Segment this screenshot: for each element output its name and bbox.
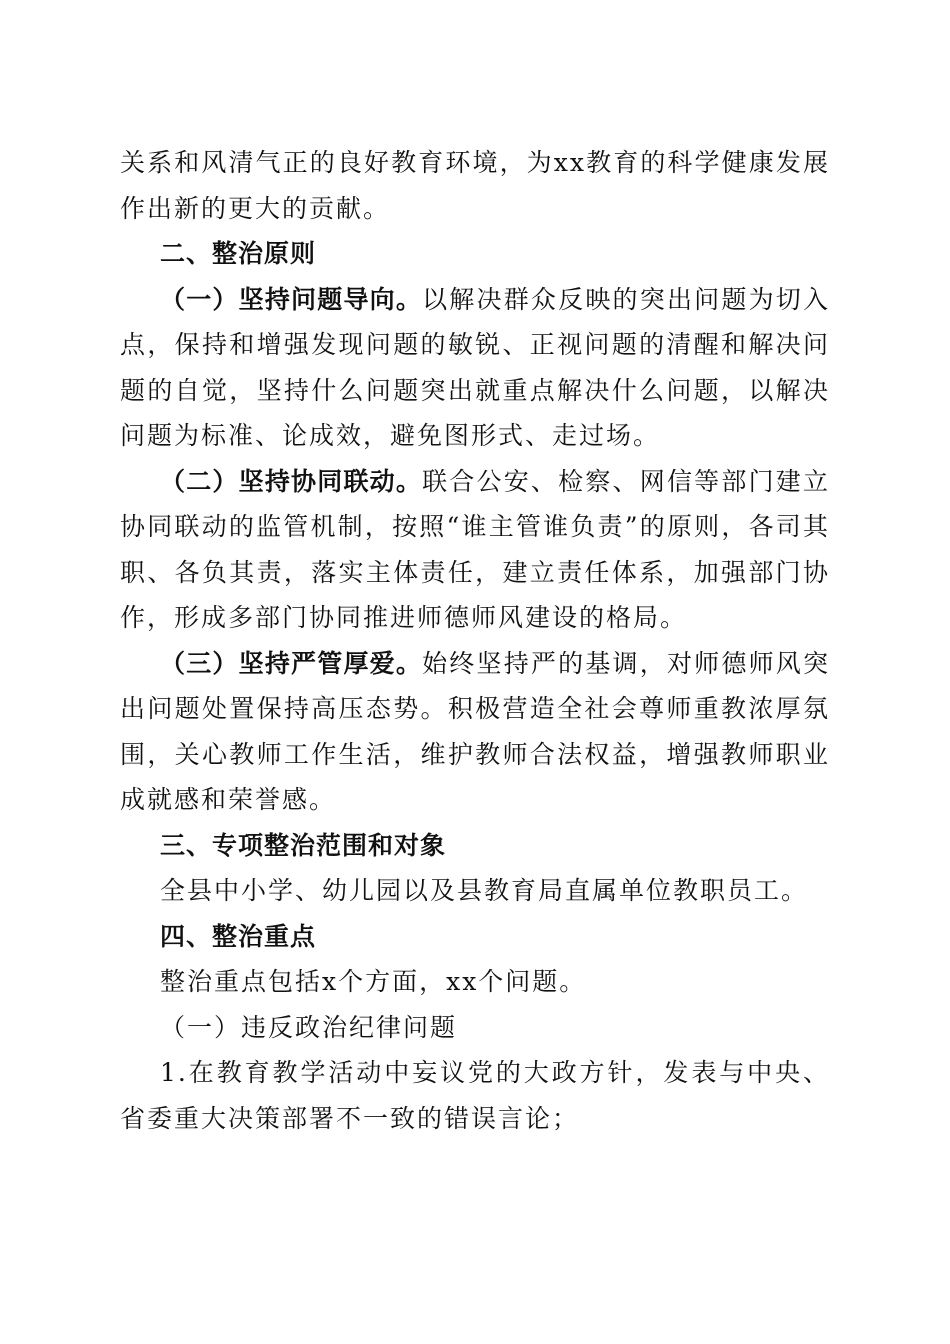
principle-1-body: 以解决群众反映的突出问题为切入点，保持和增强发现问题的敏锐、正视问题的清醒和解决问题的自觉，坚持什么问题突出就重点解决什么问题，以解决问题为标准、论成效，避免图形式、走过场。	[120, 284, 830, 450]
section-heading-focus: 四、整治重点	[160, 921, 317, 951]
principle-3-lead: （三）坚持严管厚爱。	[160, 648, 423, 678]
section-heading-principles: 二、整治原则	[160, 239, 317, 268]
principle-1-lead: （一）坚持问题导向。	[160, 284, 423, 314]
paragraph-scope: 全县中小学、幼儿园以及县教育局直属单位教职员工。	[160, 876, 809, 905]
list-item-1: 1.在教育教学活动中妄议党的大政方针，发表与中央、省委重大决策部署不一致的错误言论；	[120, 1058, 830, 1133]
paragraph-focus: 整治重点包括x个方面，xx个问题。	[160, 967, 587, 996]
principle-3	[120, 641, 830, 823]
section-heading-scope: 三、专项整治范围和对象	[160, 830, 447, 860]
principle-3-body: 始终坚持严的基调，对师德师风突出问题处置保持高压态势。积极营造全社会尊师重教浓厚氛围，关心教师工作生活，维护教师合法权益，增强教师职业成就感和荣誉感。	[120, 648, 830, 814]
principle-2-lead: （二）坚持协同联动。	[160, 466, 423, 496]
principle-2-body: 联合公安、检察、网信等部门建立协同联动的监管机制，按照“谁主管谁负责”的原则，各司其职、各负其责，落实主体责任，建立责任体系，加强部门协作，形成多部门协同推进师德师风建设的格局。	[120, 466, 830, 632]
subsection-heading-political: （一）违反政治纪律问题	[160, 1012, 458, 1042]
paragraph-continuation: 关系和风清气正的良好教育环境，为xx教育的科学健康发展作出新的更大的贡献。	[120, 148, 830, 223]
principle-1	[120, 277, 830, 459]
document-body	[120, 140, 830, 1141]
principle-2	[120, 459, 830, 641]
